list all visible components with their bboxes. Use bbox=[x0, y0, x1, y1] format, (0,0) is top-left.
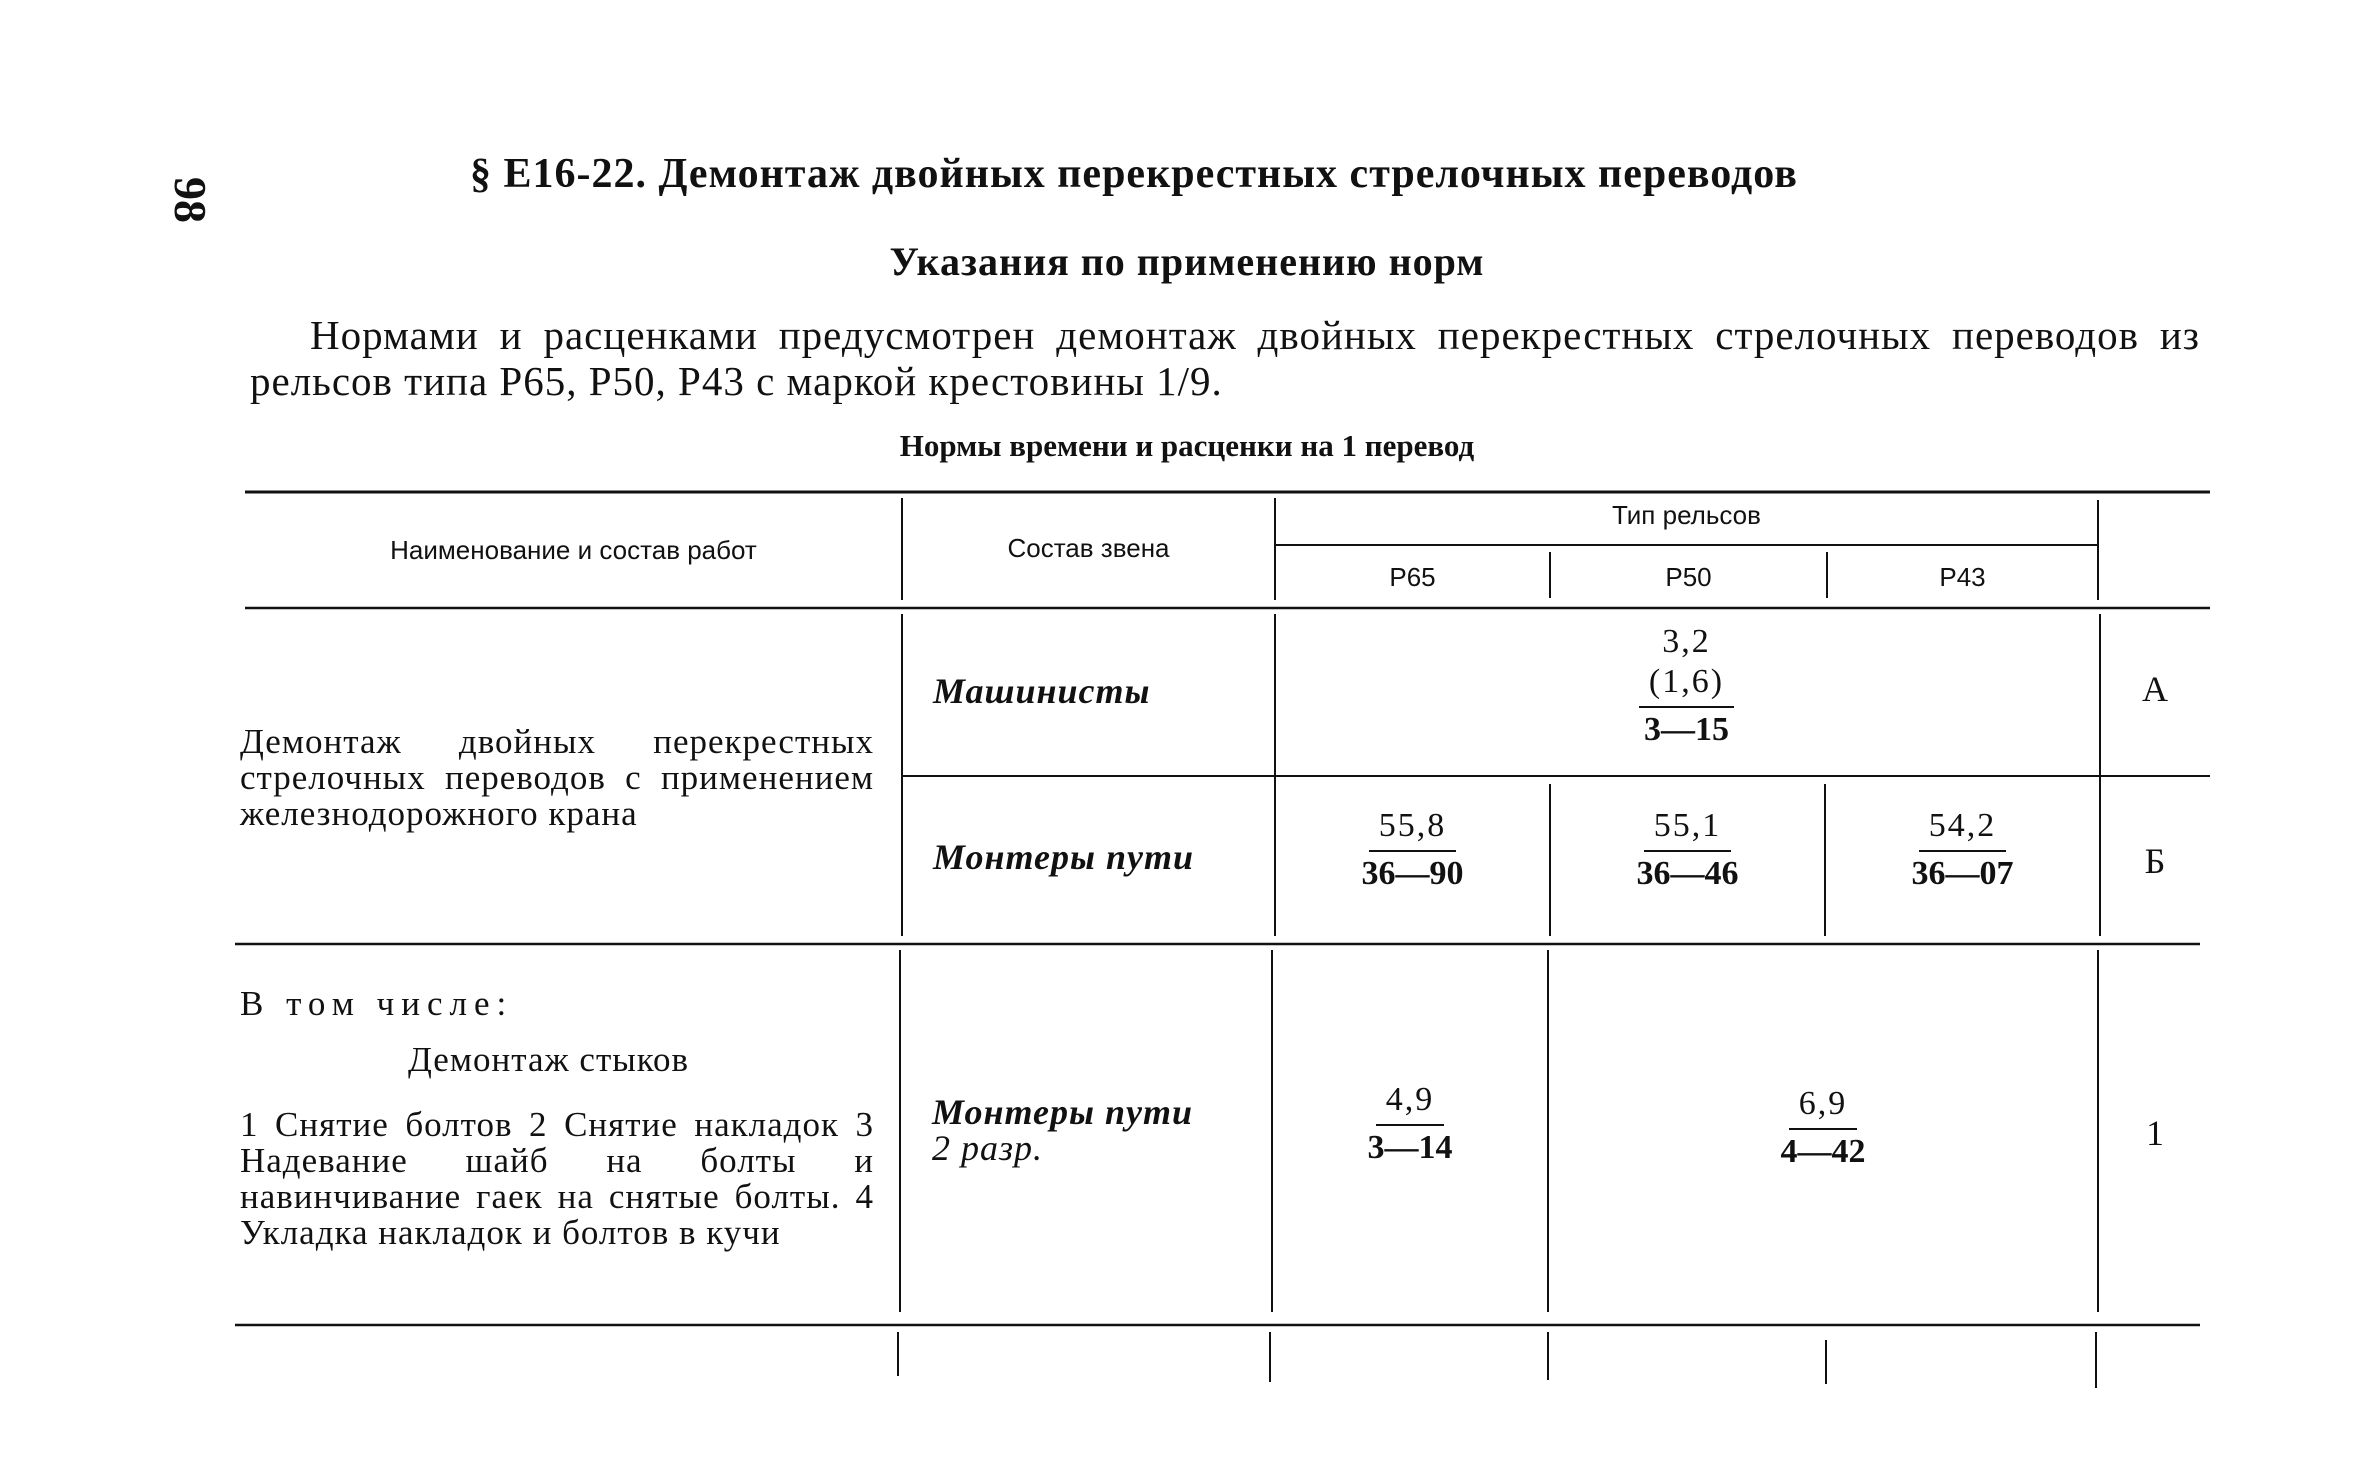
subtitle: Указания по применению норм bbox=[889, 239, 1485, 284]
row1-p65-value: 55,8 bbox=[1369, 806, 1457, 852]
row1-code-b: Б bbox=[2144, 841, 2166, 881]
header-crew: Состав звена bbox=[1007, 533, 1170, 563]
row2-p50-p43-norm bbox=[1548, 1084, 2098, 1172]
row1-crew-machinists: Машинисты bbox=[933, 671, 1151, 711]
header-rail-type: Тип рельсов bbox=[1612, 500, 1761, 530]
row1-p65-price: 36—90 bbox=[1361, 855, 1464, 892]
header-rail-p50: Р50 bbox=[1665, 562, 1712, 592]
header-work: Наименование и состав работ bbox=[390, 535, 757, 565]
intro-paragraph-text: Нормами и расценками предусмотрен демонтаж двойных перекрестных стрелочных переводов из рельсов типа Р65, Р50, Р43 с маркой крестовины 1/9. bbox=[250, 312, 2200, 404]
row2-crew-grade: 2 разр. bbox=[932, 1128, 1044, 1168]
header-rail-p43: Р43 bbox=[1939, 562, 1986, 592]
row2-sub-heading: Демонтаж стыков bbox=[408, 1040, 690, 1079]
section-title: § Е16-22. Демонтаж двойных перекрестных стрелочных переводов bbox=[470, 151, 1798, 197]
table-caption: Нормы времени и расценки на 1 перевод bbox=[899, 428, 1475, 463]
row2-p65-price: 3—14 bbox=[1367, 1129, 1453, 1166]
page-number: 98 bbox=[165, 177, 216, 223]
row1-machinists-norm bbox=[1275, 622, 2098, 750]
row1-p43-price: 36—07 bbox=[1911, 855, 2014, 892]
row2-including: В том числе: bbox=[240, 984, 514, 1023]
row1-p43-value: 54,2 bbox=[1919, 806, 2007, 852]
row1-code-a: А bbox=[2142, 669, 2168, 709]
row2-p50-p43-price: 4—42 bbox=[1780, 1133, 1866, 1170]
row1-machinists-price: 3—15 bbox=[1644, 711, 1729, 748]
row2-crew bbox=[932, 1094, 1262, 1166]
row1-p50-norm bbox=[1550, 806, 1825, 894]
row2-p50-p43-value: 6,9 bbox=[1789, 1084, 1858, 1130]
row2-p65-value: 4,9 bbox=[1376, 1080, 1445, 1126]
row1-crew-trackmen: Монтеры пути bbox=[933, 837, 1194, 877]
row1-machinists-value-2: (1,6) bbox=[1639, 662, 1734, 708]
row1-p65-norm bbox=[1275, 806, 1550, 894]
row2-crew-title: Монтеры пути bbox=[932, 1092, 1193, 1132]
row1-p50-price: 36—46 bbox=[1636, 855, 1739, 892]
row1-work-description: Демонтаж двойных перекрестных стрелочных переводов с применением железнодорожного крана bbox=[240, 722, 874, 833]
row1-p50-value: 55,1 bbox=[1644, 806, 1732, 852]
row2-p65-norm bbox=[1272, 1080, 1548, 1168]
row2-work-description: 1 Снятие болтов 2 Снятие накладок 3 Надевание шайб на болты и навинчивание гаек на снятые болты. 4 Укладка накладок и болтов в кучи bbox=[240, 1105, 874, 1252]
row2-code: 1 bbox=[2146, 1113, 2164, 1153]
row1-machinists-value-1: 3,2 bbox=[1662, 623, 1711, 660]
row1-p43-norm bbox=[1825, 806, 2100, 894]
header-rail-p65: Р65 bbox=[1389, 562, 1436, 592]
